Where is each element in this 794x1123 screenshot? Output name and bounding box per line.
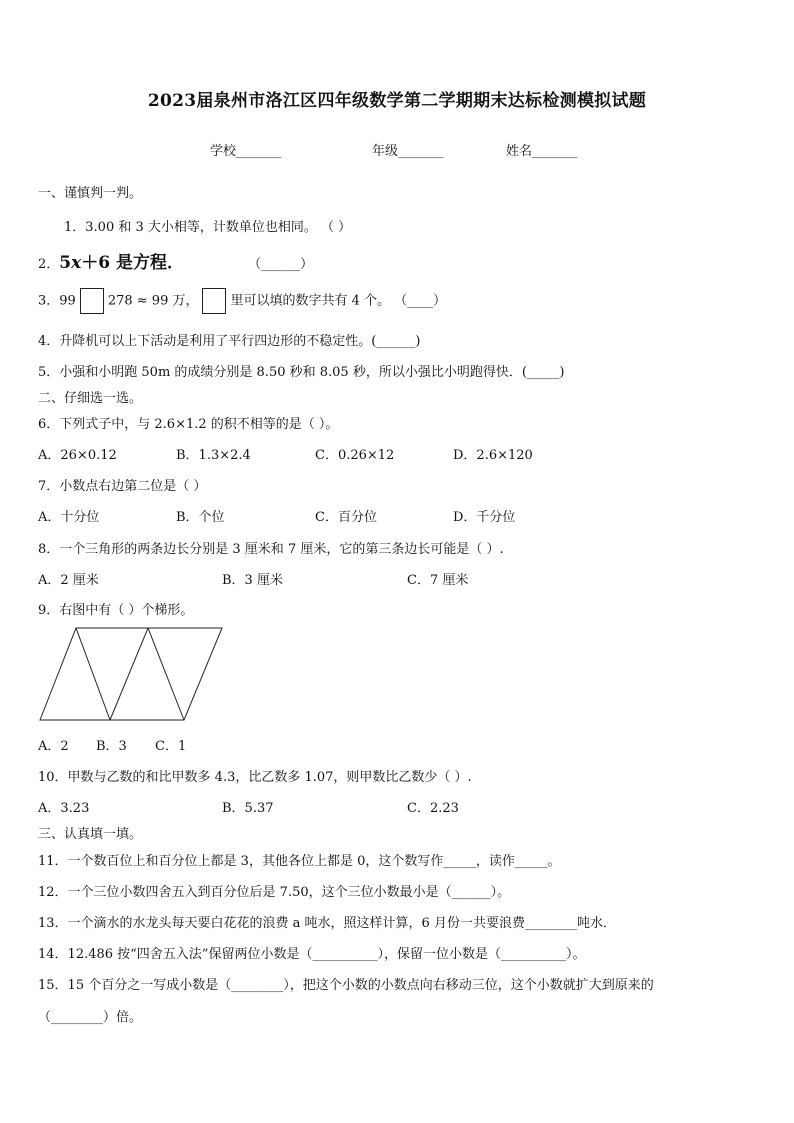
question-2-expression <box>59 253 184 273</box>
page-title: 2023届泉州市洛江区四年级数学第二学期期末达标检测模拟试题 <box>147 91 647 111</box>
answer-box <box>202 288 226 314</box>
q10-option-b: B．5.37 <box>222 801 274 816</box>
question-15-line-2: （________）倍。 <box>38 1010 143 1025</box>
section-2-heading: 二、仔细选一选。 <box>38 391 143 406</box>
section-1-heading: 一、谨慎判一判。 <box>38 186 143 201</box>
section-3-heading: 三、认真填一填。 <box>38 827 143 842</box>
question-5: 5．小强和小明跑 50m 的成绩分别是 8.50 秒和 8.05 秒，所以小强比小明跑得快．(_____) <box>38 365 565 380</box>
question-2-number: 2． <box>38 257 60 272</box>
expr-rest: ＋6 是方程． <box>81 253 185 273</box>
figure-line-3 <box>148 628 184 720</box>
question-4: 4．升降机可以上下活动是利用了平行四边形的不稳定性。(______) <box>38 334 421 349</box>
q8-option-a: A．2 厘米 <box>38 573 99 588</box>
question-7: 7．小数点右边第二位是（ ） <box>38 479 207 494</box>
q7-option-b: B．个位 <box>176 510 225 525</box>
q8-option-c: C．7 厘米 <box>407 573 469 588</box>
figure-line-1 <box>76 628 110 720</box>
q10-option-a: A．3.23 <box>38 801 90 816</box>
figure-line-2 <box>110 628 148 720</box>
q6-option-d: D．2.6×120 <box>453 448 533 463</box>
q10-option-c: C．2.23 <box>407 801 459 816</box>
question-12: 12．一个三位小数四舍五入到百分位后是 7.50，这个三位小数最小是（______）。 <box>38 885 511 900</box>
parallelogram-outline <box>40 628 222 720</box>
question-14: 14．12.486 按“四舍五入法”保留两位小数是（__________），保留一位小数是（__________）。 <box>38 947 586 962</box>
question-15-line-1: 15．15 个百分之一写成小数是（________），把这个小数的小数点向右移动三位，这个小数就扩大到原来的 <box>38 978 654 993</box>
expr-coefficient: 5 <box>59 253 72 273</box>
question-2 <box>38 248 313 273</box>
question-3 <box>38 288 446 314</box>
q6-option-c: C．0.26×12 <box>315 448 395 463</box>
q9-option-b: B．3 <box>96 739 127 754</box>
expr-variable: x <box>71 253 82 273</box>
school-field: 学校_______ <box>210 144 282 159</box>
question-3-part-c: 里可以填的数字共有 4 个。 （____） <box>230 293 447 309</box>
q7-option-d: D．千分位 <box>453 510 516 525</box>
trapezoid-figure <box>38 626 224 722</box>
question-9: 9．右图中有（ ）个梯形。 <box>38 603 194 618</box>
q8-option-b: B．3 厘米 <box>222 573 283 588</box>
question-3-part-b: 278 ≈ 99 万， <box>107 293 199 309</box>
q9-option-a: A．2 <box>38 739 69 754</box>
question-2-blank: （______） <box>248 257 314 272</box>
question-3-part-a: 3．99 <box>38 293 76 309</box>
name-field: 姓名_______ <box>506 144 578 159</box>
question-1: 1．3.00 和 3 大小相等，计数单位也相同。 （ ） <box>64 220 352 235</box>
q6-option-b: B．1.3×2.4 <box>176 448 251 463</box>
grade-field: 年级_______ <box>372 144 444 159</box>
q6-option-a: A．26×0.12 <box>38 448 117 463</box>
question-10: 10．甲数与乙数的和比甲数多 4.3，比乙数多 1.07，则甲数比乙数少（ ）. <box>38 770 472 785</box>
question-6: 6．下列式子中，与 2.6×1.2 的积不相等的是（ ）。 <box>38 417 339 432</box>
answer-box <box>80 288 104 314</box>
question-8: 8．一个三角形的两条边长分别是 3 厘米和 7 厘米，它的第三条边长可能是（ ）. <box>38 542 504 557</box>
question-11: 11．一个数百位上和百分位上都是 3，其他各位上都是 0，这个数写作_____，读作_____。 <box>38 854 561 869</box>
q7-option-a: A．十分位 <box>38 510 100 525</box>
question-13: 13．一个滴水的水龙头每天要白花花的浪费 a 吨水，照这样计算，6 月份一共要浪费________吨水． <box>38 916 616 931</box>
q9-option-c: C．1 <box>155 739 187 754</box>
q7-option-c: C．百分位 <box>315 510 377 525</box>
